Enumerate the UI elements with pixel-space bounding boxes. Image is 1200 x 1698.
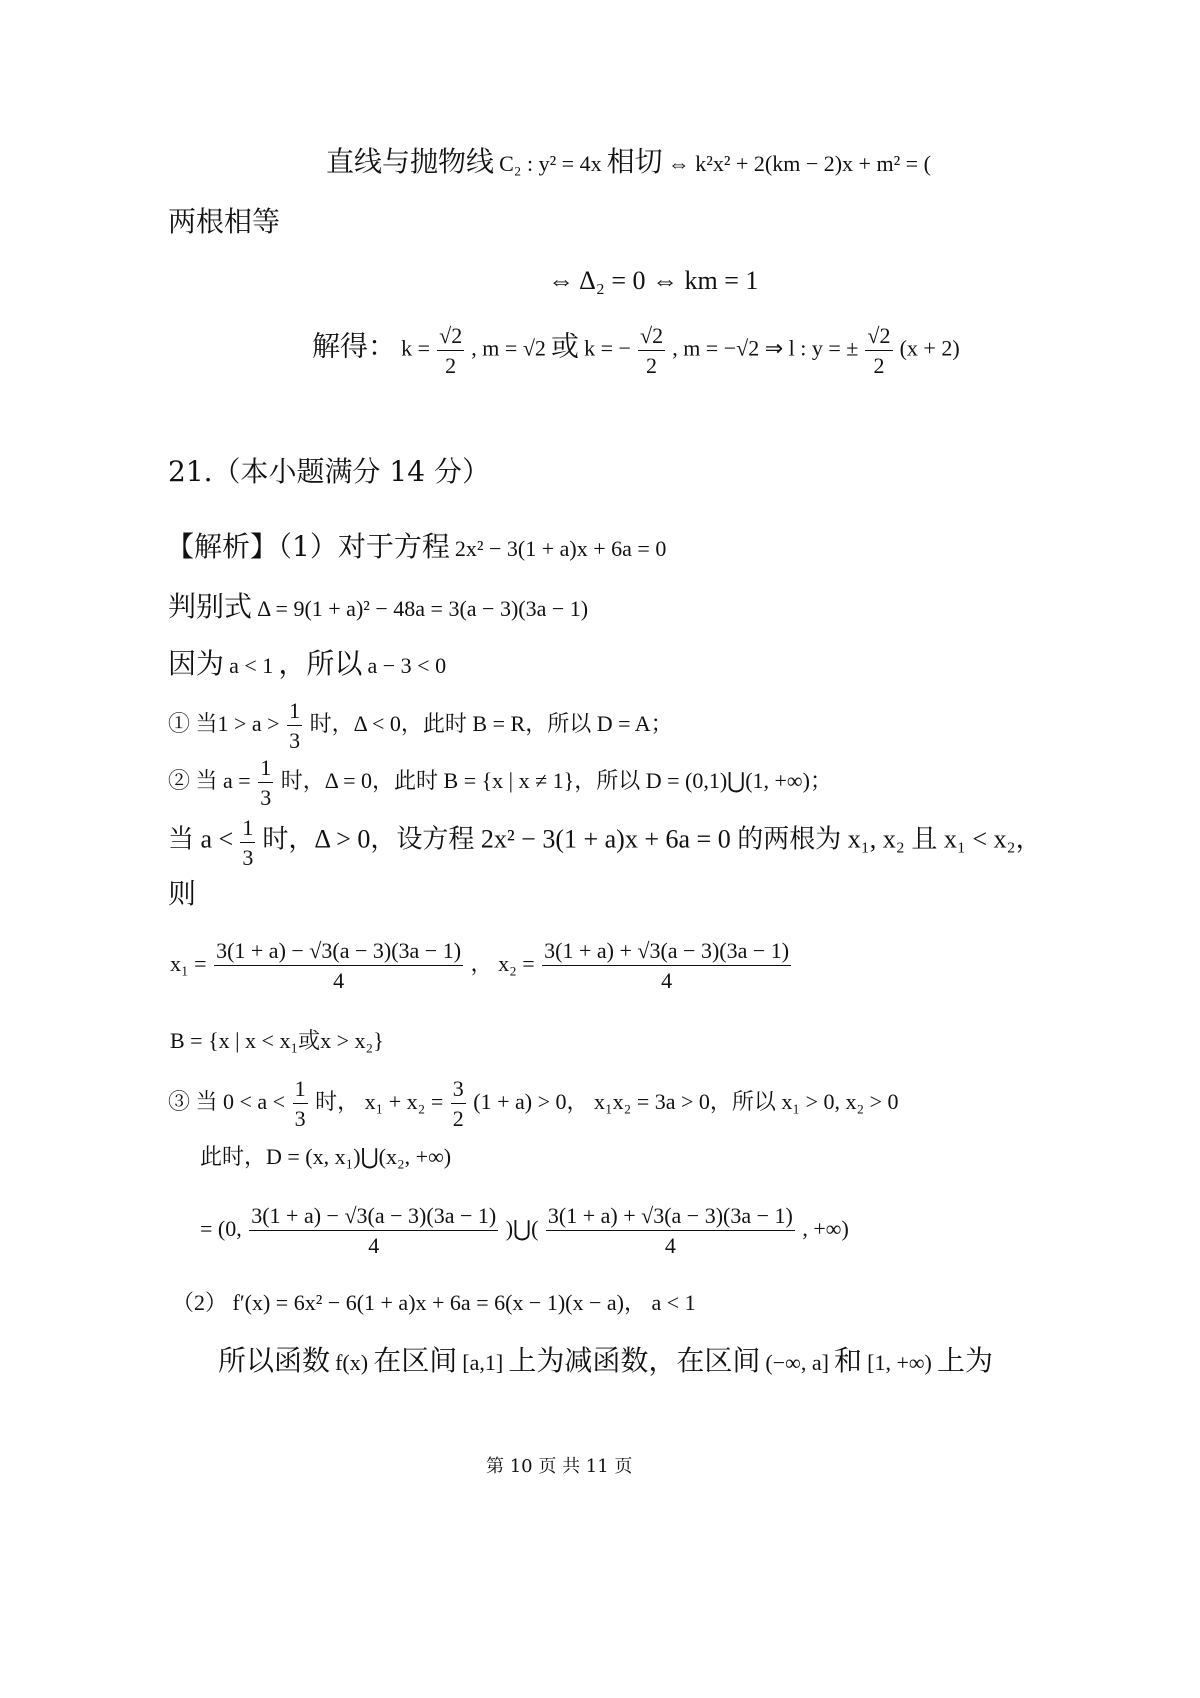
formula: x₂ = <box>498 951 535 977</box>
fraction: $\frac{3(1 + a) + √3(a - 3)(3a - 1)}{4}$ <box>547 1203 793 1258</box>
line-case-1 <box>168 700 673 752</box>
line-B-set: B = {x | x < x₁或x > x₂} <box>170 1028 384 1053</box>
fraction: $\frac{3}{2}$ <box>452 1076 464 1131</box>
fraction: $\frac{1}{3}$ <box>260 755 272 810</box>
line-case-2 <box>168 757 832 809</box>
formula: (−∞, a] <box>765 1350 829 1375</box>
formula: 时，Δ < 0，此时 B = R，所以 D = A； <box>309 711 673 737</box>
text: 在区间 <box>373 1344 458 1377</box>
text: 因为 <box>168 647 225 680</box>
text: 相切 <box>606 145 663 178</box>
text: ， <box>470 951 493 977</box>
line-monotonicity <box>218 1344 993 1377</box>
formula: 时，Δ = 0，此时 B = {x | x ≠ 1}，所以 D = (0,1)⋃(1, +∞)； <box>280 768 832 794</box>
formula: ① 当1 > a > <box>168 711 280 737</box>
formula: (x + 2) <box>899 335 960 361</box>
text: 和 <box>834 1344 863 1377</box>
line-case-less-third <box>168 817 1042 869</box>
formula: Δ = 9(1 + a)² − 48a = 3(a − 3)(3a − 1) <box>257 596 589 621</box>
text: 上为减函数，在区间 <box>508 1344 761 1377</box>
line-part-2: （2） f′(x) = 6x² − 6(1 + a)x + 6a = 6(x − 1)(x − a)， a < 1 <box>172 1290 696 1315</box>
line-analysis-equation <box>166 530 667 563</box>
line-D-expanded <box>200 1205 849 1257</box>
formula: a < 1 <box>229 653 274 678</box>
formula: = (0, <box>200 1216 242 1242</box>
formula: k = − <box>584 335 631 361</box>
text: ，所以 <box>278 647 363 680</box>
text: 判别式 <box>168 590 253 623</box>
formula: 当 a < <box>168 824 234 854</box>
text: 直线与抛物线 <box>326 145 495 178</box>
line-discriminant-zero: ⇔ Δ₂ = 0 ⇔ km = 1 <box>548 266 759 295</box>
formula: (1 + a) > 0， x₁x₂ = 3a > 0，所以 x₁ > 0, x₂ > 0 <box>473 1089 899 1115</box>
formula: )⋃( <box>505 1216 539 1242</box>
formula: 2x² − 3(1 + a)x + 6a = 0 <box>454 536 667 561</box>
formula: ② 当 a = <box>168 768 251 794</box>
formula: k = <box>401 335 431 361</box>
line-roots <box>170 940 793 992</box>
formula: 时，Δ > 0，设方程 2x² − 3(1 + a)x + 6a = 0 的两根为 x₁, x₂ 且 x₁ < x₂， <box>262 824 1042 854</box>
fraction: $\frac{1}{3}$ <box>242 815 254 870</box>
text: 解得： <box>312 329 397 363</box>
formula: a − 3 < 0 <box>367 653 447 678</box>
fraction: $\frac{1}{3}$ <box>289 698 301 753</box>
text: 所以函数 <box>218 1344 331 1377</box>
formula: , m = √2 <box>471 335 546 361</box>
fraction: $\frac{√2}{2}$ <box>439 323 463 378</box>
line-tangent-condition <box>326 145 931 178</box>
text: 上为 <box>936 1344 993 1377</box>
fraction: $\frac{1}{3}$ <box>294 1076 306 1131</box>
formula: , +∞) <box>802 1216 849 1242</box>
fraction: $\frac{√2}{2}$ <box>640 323 664 378</box>
formula: ③ 当 0 < a < <box>168 1089 286 1115</box>
text: 或 <box>550 329 579 363</box>
formula: ⇔ k²x² + 2(km − 2)x + m² = ( <box>667 151 931 176</box>
formula: C₂ : y² = 4x <box>499 151 602 176</box>
line-then: 则 <box>168 877 197 910</box>
formula: [a,1] <box>462 1350 504 1375</box>
text: 【解析】（1）对于方程 <box>166 530 450 563</box>
fraction: $\frac{√2}{2}$ <box>867 323 891 378</box>
line-equal-roots: 两根相等 <box>168 205 281 238</box>
line-solution-k-m <box>312 325 960 377</box>
fraction: $\frac{3(1 + a) - √3(a - 3)(3a - 1)}{4}$ <box>251 1203 497 1258</box>
formula: 时， x₁ + x₂ = <box>315 1089 444 1115</box>
formula: x₁ = <box>170 951 207 977</box>
formula: , m = −√2 ⇒ l : y = ± <box>672 335 859 361</box>
line-because <box>168 647 447 680</box>
formula: [1, +∞) <box>867 1350 932 1375</box>
question-heading: 21.（本小题满分 14 分） <box>168 455 490 488</box>
line-case-3 <box>168 1078 899 1130</box>
fraction: $\frac{3(1 + a) + √3(a - 3)(3a - 1)}{4}$ <box>544 938 790 993</box>
page-footer: 第 10 页 共 11 页 <box>486 1456 633 1477</box>
fraction: $\frac{3(1 + a) - √3(a - 3)(3a - 1)}{4}$ <box>216 938 462 993</box>
line-discriminant <box>168 590 589 623</box>
line-D: 此时，D = (x, x₁)⋃(x₂, +∞) <box>200 1144 452 1169</box>
formula: f(x) <box>335 1350 369 1375</box>
